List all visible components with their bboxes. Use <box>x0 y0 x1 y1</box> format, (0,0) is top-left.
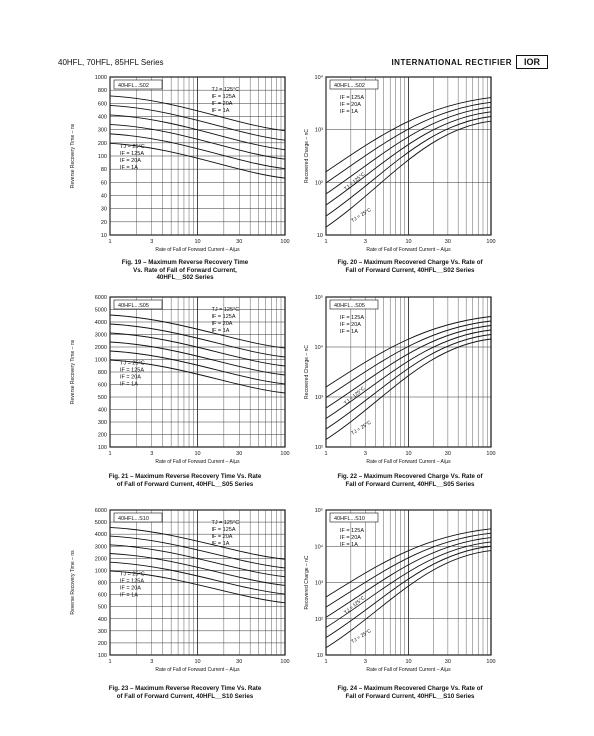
x-tick-label: 1 <box>324 451 328 457</box>
y-axis-label: Reverse Recovery Time – ns <box>70 123 76 189</box>
x-tick-label: 100 <box>486 451 496 457</box>
param-label-hot: IF = 20A <box>211 101 233 107</box>
legend-box-label: 40HFL...S05 <box>334 303 365 309</box>
param-label-hot: IF = 20A <box>211 534 233 540</box>
x-axis-label: Rate of Fall of Forward Current – A/µs <box>366 667 451 673</box>
y-tick-label: 200 <box>97 640 107 647</box>
y-tick-label: 6000 <box>94 508 107 514</box>
y-tick-label: 10² <box>315 445 323 451</box>
x-tick-label: 30 <box>444 659 451 665</box>
x-tick-label: 10 <box>194 451 201 457</box>
y-tick-label: 4000 <box>94 320 107 326</box>
param-label-cold: IF = 1A <box>120 381 138 388</box>
x-tick-label: 10 <box>405 659 412 665</box>
param-label-cold: IF = 20A <box>120 585 141 592</box>
y-tick-label: 10 <box>316 233 323 239</box>
figure-20 <box>298 72 533 287</box>
caption-line: Fig. 19 – Maximum Reverse Recovery Time <box>121 259 249 266</box>
param-label-hot: IF = 125A <box>211 527 236 533</box>
x-axis-label: Rate of Fall of Forward Current – A/µs <box>155 247 240 253</box>
legend-box-label: 40HFL...S02 <box>334 83 365 89</box>
x-tick-label: 1 <box>324 659 328 665</box>
caption-line: Fig. 24 – Maximum Recovered Charge Vs. Rate of <box>337 685 483 692</box>
y-tick-label: 200 <box>97 140 107 147</box>
y-tick-label: 3000 <box>94 544 107 551</box>
x-tick-label: 100 <box>486 659 496 665</box>
legend-box-label: 40HFL...S02 <box>118 83 149 89</box>
param-label-cold: IF = 125A <box>120 151 145 158</box>
y-tick-label: 800 <box>97 580 107 587</box>
figure-24-caption <box>300 685 520 700</box>
figure-20-caption <box>300 259 520 274</box>
param-label-cold: IF = 20A <box>120 158 141 165</box>
param-label-hot: TJ = 125°C <box>211 307 240 313</box>
y-tick-label: 10⁵ <box>314 508 323 514</box>
y-tick-label: 80 <box>100 167 107 174</box>
x-tick-label: 10 <box>405 451 412 457</box>
y-tick-label: 10² <box>315 616 323 623</box>
x-axis-label: Rate of Fall of Forward Current – A/µs <box>155 667 240 673</box>
y-tick-label: 10⁵ <box>314 295 323 301</box>
x-tick-label: 3 <box>363 451 367 457</box>
y-tick-label: 10 <box>316 653 323 659</box>
param-label: IF = 125A <box>340 95 365 101</box>
y-tick-label: 300 <box>97 127 107 134</box>
figure-21 <box>60 292 295 497</box>
y-tick-label: 6000 <box>94 295 107 301</box>
x-tick-label: 30 <box>236 659 243 665</box>
param-label-cold: TJ = 25°C <box>120 571 145 578</box>
y-tick-label: 400 <box>97 616 107 623</box>
y-tick-label: 100 <box>97 445 107 451</box>
x-tick-label: 30 <box>444 451 451 457</box>
y-tick-label: 500 <box>97 604 107 611</box>
x-tick-label: 10 <box>405 239 412 245</box>
y-tick-label: 20 <box>100 219 107 226</box>
y-tick-label: 10⁴ <box>314 75 323 81</box>
x-tick-label: 1 <box>324 239 328 245</box>
figure-23-caption <box>70 685 300 700</box>
x-axis-label: Rate of Fall of Forward Current – A/µs <box>366 459 451 465</box>
figure-22 <box>298 292 533 497</box>
y-tick-label: 10³ <box>315 395 323 401</box>
y-tick-label: 10³ <box>315 127 323 134</box>
param-label-hot: IF = 1A <box>211 108 230 114</box>
caption-line: 40HFL__S02 Series <box>156 274 214 282</box>
x-axis-label: Rate of Fall of Forward Current – A/µs <box>155 459 240 465</box>
curve-label-cold: TJ = 25°C <box>350 628 373 646</box>
x-tick-label: 10 <box>194 659 201 665</box>
figure-19-plot <box>60 72 295 287</box>
y-axis-label: Reverse Recovery Time – ns <box>70 339 76 405</box>
company-logo: IOR <box>516 55 548 69</box>
y-tick-label: 3000 <box>94 332 107 339</box>
x-tick-label: 3 <box>150 239 154 245</box>
y-tick-label: 60 <box>100 180 107 187</box>
x-tick-label: 1 <box>108 659 112 665</box>
figure-22-plot <box>298 292 533 497</box>
x-tick-label: 30 <box>236 451 243 457</box>
y-axis-label: Recovered Charge – nC <box>304 345 310 399</box>
caption-line: Fall of Forward Current, 40HFL__S02 Series <box>345 266 475 274</box>
y-axis-label: Recovered Charge – nC <box>304 555 310 610</box>
x-tick-label: 3 <box>150 451 154 457</box>
figure-23 <box>60 505 295 710</box>
x-tick-label: 1 <box>108 239 112 245</box>
y-tick-label: 5000 <box>94 520 107 527</box>
y-tick-label: 1000 <box>94 357 107 364</box>
figure-21-caption <box>70 473 300 488</box>
param-label-hot: IF = 125A <box>211 94 236 100</box>
caption-line: Fig. 22 – Maximum Recovered Charge Vs. Rate of <box>337 473 483 480</box>
legend-box-label: 40HFL...S10 <box>118 516 149 522</box>
caption-line: Fall of Forward Current, 40HFL__S10 Series <box>345 692 475 700</box>
y-tick-label: 10² <box>315 180 323 187</box>
y-tick-label: 500 <box>97 395 107 401</box>
y-tick-label: 600 <box>97 382 107 389</box>
param-label: IF = 1A <box>340 329 358 335</box>
y-tick-label: 800 <box>97 370 107 376</box>
curve-label-cold: TJ = 25°C <box>350 419 373 437</box>
param-label-cold: IF = 125A <box>120 367 145 374</box>
x-tick-label: 3 <box>150 659 154 665</box>
param-label: IF = 20A <box>340 322 361 328</box>
param-label-hot: IF = 1A <box>211 328 230 334</box>
y-axis-label: Reverse Recovery Time – ns <box>70 550 76 615</box>
figure-23-plot <box>60 505 295 710</box>
y-tick-label: 600 <box>97 592 107 599</box>
y-axis-label: Recovered Charge – nC <box>304 129 310 183</box>
param-label: IF = 1A <box>340 542 358 548</box>
param-label-cold: IF = 20A <box>120 374 141 381</box>
param-label-cold: IF = 125A <box>120 578 145 585</box>
figure-24 <box>298 505 533 710</box>
legend-box-label: 40HFL...S05 <box>118 303 149 309</box>
y-tick-label: 1000 <box>94 75 107 81</box>
curve-label-cold: TJ = 25°C <box>350 207 373 225</box>
y-tick-label: 40 <box>100 193 107 200</box>
y-tick-label: 2000 <box>94 345 107 351</box>
y-tick-label: 10 <box>100 233 107 239</box>
y-tick-label: 100 <box>97 653 107 659</box>
x-tick-label: 100 <box>486 239 496 245</box>
curve-label-hot: TJ = 125°C <box>343 595 367 616</box>
caption-line: Vs. Rate of Fall of Forward Current, <box>133 266 237 274</box>
param-label-hot: IF = 125A <box>211 314 236 320</box>
y-tick-label: 10³ <box>315 580 323 587</box>
param-label: IF = 125A <box>340 528 365 534</box>
y-tick-label: 4000 <box>94 532 107 539</box>
param-label-hot: TJ = 125°C <box>211 520 240 526</box>
curve-label-hot: TJ = 125°C <box>343 171 367 193</box>
y-tick-label: 300 <box>97 420 107 426</box>
figure-21-plot <box>60 292 295 497</box>
legend-box-label: 40HFL...S10 <box>334 516 365 522</box>
y-tick-label: 800 <box>97 88 107 95</box>
y-tick-label: 30 <box>100 206 107 213</box>
caption-line: Fig. 21 – Maximum Reverse Recovery Time Vs. Rate <box>108 473 262 480</box>
param-label-cold: TJ = 25°C <box>120 144 145 151</box>
x-tick-label: 30 <box>236 239 243 245</box>
y-tick-label: 5000 <box>94 307 107 314</box>
y-tick-label: 400 <box>97 114 107 121</box>
param-label: IF = 125A <box>340 315 365 321</box>
y-tick-label: 100 <box>97 154 107 160</box>
param-label-cold: TJ = 25°C <box>120 360 145 367</box>
x-tick-label: 100 <box>280 659 290 665</box>
x-tick-label: 30 <box>444 239 451 245</box>
caption-line: of Fall of Forward Current, 40HFL__S10 Series <box>116 692 254 700</box>
param-label-hot: TJ = 125°C <box>211 87 240 93</box>
figure-24-plot <box>298 505 533 710</box>
figure-22-caption <box>300 473 520 488</box>
company-name: INTERNATIONAL RECTIFIER <box>391 58 512 67</box>
param-label-cold: IF = 1A <box>120 165 138 172</box>
param-label-hot: IF = 1A <box>211 541 230 547</box>
x-tick-label: 10 <box>194 239 201 245</box>
series-header: 40HFL, 70HFL, 85HFL Series <box>58 58 164 67</box>
caption-line: Fall of Forward Current, 40HFL__S05 Series <box>345 480 475 488</box>
y-tick-label: 1000 <box>94 568 107 575</box>
param-label: IF = 20A <box>340 102 361 108</box>
x-tick-label: 3 <box>363 239 367 245</box>
caption-line: Fig. 20 – Maximum Recovered Charge Vs. Rate of <box>337 259 483 266</box>
caption-line: Fig. 23 – Maximum Reverse Recovery Time Vs. Rate <box>108 685 262 692</box>
param-label: IF = 1A <box>340 109 358 115</box>
figure-20-plot <box>298 72 533 287</box>
y-tick-label: 400 <box>97 407 107 414</box>
x-axis-label: Rate of Fall of Forward Current – A/µs <box>366 247 451 253</box>
x-tick-label: 100 <box>280 239 290 245</box>
x-tick-label: 100 <box>280 451 290 457</box>
caption-line: of Fall of Forward Current, 40HFL__S05 Series <box>116 480 254 488</box>
x-tick-label: 3 <box>363 659 367 665</box>
param-label: IF = 20A <box>340 535 361 541</box>
y-tick-label: 10⁴ <box>314 544 323 551</box>
param-label-cold: IF = 1A <box>120 592 138 599</box>
param-label-hot: IF = 20A <box>211 321 233 327</box>
y-tick-label: 10⁴ <box>314 345 323 351</box>
x-tick-label: 1 <box>108 451 112 457</box>
figure-19-caption <box>75 259 295 282</box>
y-tick-label: 2000 <box>94 556 107 563</box>
y-tick-label: 600 <box>97 101 107 108</box>
figure-19 <box>60 72 295 287</box>
y-tick-label: 200 <box>97 432 107 439</box>
curve-label-hot: TJ = 125°C <box>343 385 367 407</box>
y-tick-label: 300 <box>97 628 107 635</box>
